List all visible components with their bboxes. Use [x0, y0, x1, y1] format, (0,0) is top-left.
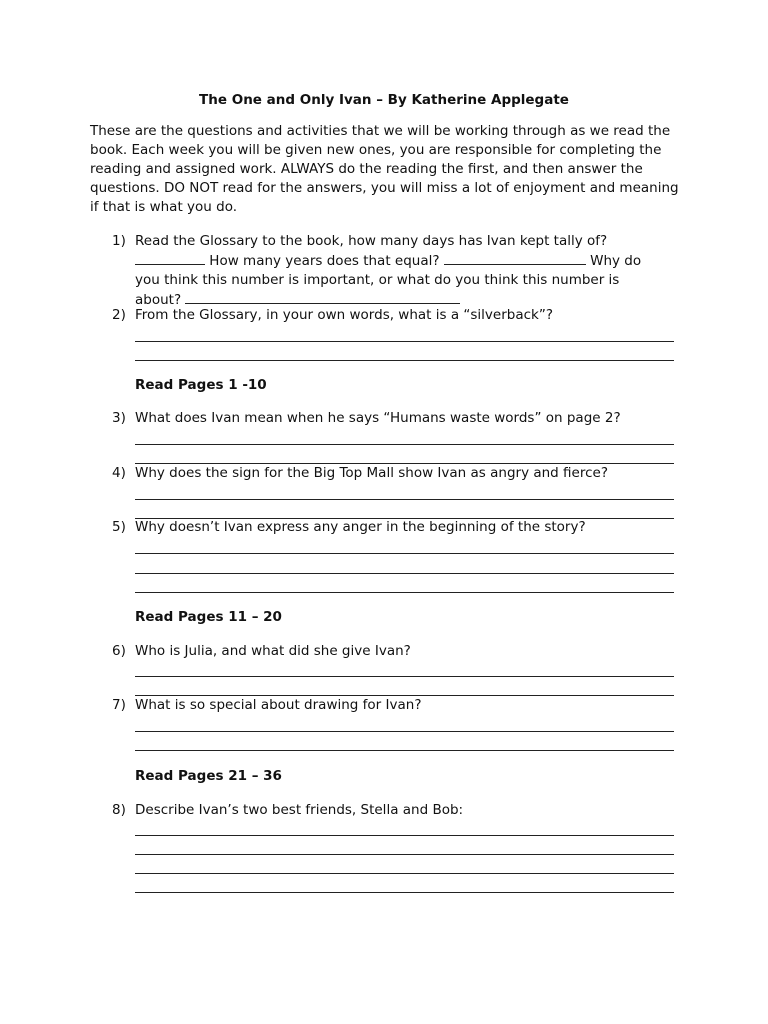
answer-line[interactable] [135, 592, 674, 593]
answer-line[interactable] [135, 341, 674, 342]
question-text: What is so special about drawing for Ivan? [135, 697, 422, 713]
question-3 [112, 409, 678, 428]
question-number: 7) [112, 697, 126, 713]
question-2 [112, 306, 678, 325]
question-text: Why doesn’t Ivan express any anger in the beginning of the story? [135, 519, 586, 535]
question-text-line-4: about? [135, 290, 678, 310]
question-number: 2) [112, 307, 126, 323]
question-text: Why does the sign for the Big Top Mall show Ivan as angry and fierce? [135, 465, 608, 481]
question-text-line-3: you think this number is important, or what do you think this number is [135, 272, 620, 288]
answer-line[interactable] [135, 854, 674, 855]
section-heading: Read Pages 1 -10 [135, 377, 267, 393]
answer-line[interactable] [135, 892, 674, 893]
question-5 [112, 518, 678, 537]
question-number: 6) [112, 643, 126, 659]
question-7 [112, 696, 678, 715]
answer-line[interactable] [135, 360, 674, 361]
answer-line[interactable] [135, 444, 674, 445]
answer-line[interactable] [135, 731, 674, 732]
question-text: What does Ivan mean when he says “Humans waste words” on page 2? [135, 410, 621, 426]
answer-blank[interactable] [444, 251, 586, 265]
question-6 [112, 642, 678, 661]
answer-line[interactable] [135, 835, 674, 836]
answer-line[interactable] [135, 873, 674, 874]
answer-line[interactable] [135, 553, 674, 554]
answer-line[interactable] [135, 499, 674, 500]
page-title: The One and Only Ivan – By Katherine Applegate [199, 92, 569, 108]
answer-blank[interactable] [135, 251, 205, 265]
answer-blank[interactable] [185, 290, 460, 304]
intro-paragraph: These are the questions and activities that we will be working through as we read the book. Each week you will be given new ones, you are responsible for completing the reading and assigned work. ALWAYS do the reading the first, and then answer the questions. DO NOT read for the answers, you will miss a lot of enjoyment and meaning if that is what you do. [90, 123, 679, 215]
question-text: Read the Glossary to the book, how many days has Ivan kept tally of? [135, 233, 608, 249]
question-number: 8) [112, 802, 126, 818]
answer-line[interactable] [135, 750, 674, 751]
question-text-line-2: How many years does that equal? Why do [135, 251, 678, 271]
question-8 [112, 801, 678, 820]
question-4 [112, 464, 678, 483]
section-heading: Read Pages 11 – 20 [135, 609, 282, 625]
question-number: 4) [112, 465, 126, 481]
question-text: From the Glossary, in your own words, what is a “silverback”? [135, 307, 554, 323]
question-1 [112, 232, 678, 310]
question-text: Describe Ivan’s two best friends, Stella and Bob: [135, 802, 464, 818]
question-number: 1) [112, 233, 126, 249]
answer-line[interactable] [135, 676, 674, 677]
question-number: 3) [112, 410, 126, 426]
section-heading: Read Pages 21 – 36 [135, 768, 282, 784]
answer-line[interactable] [135, 573, 674, 574]
question-number: 5) [112, 519, 126, 535]
question-text: Who is Julia, and what did she give Ivan? [135, 643, 411, 659]
